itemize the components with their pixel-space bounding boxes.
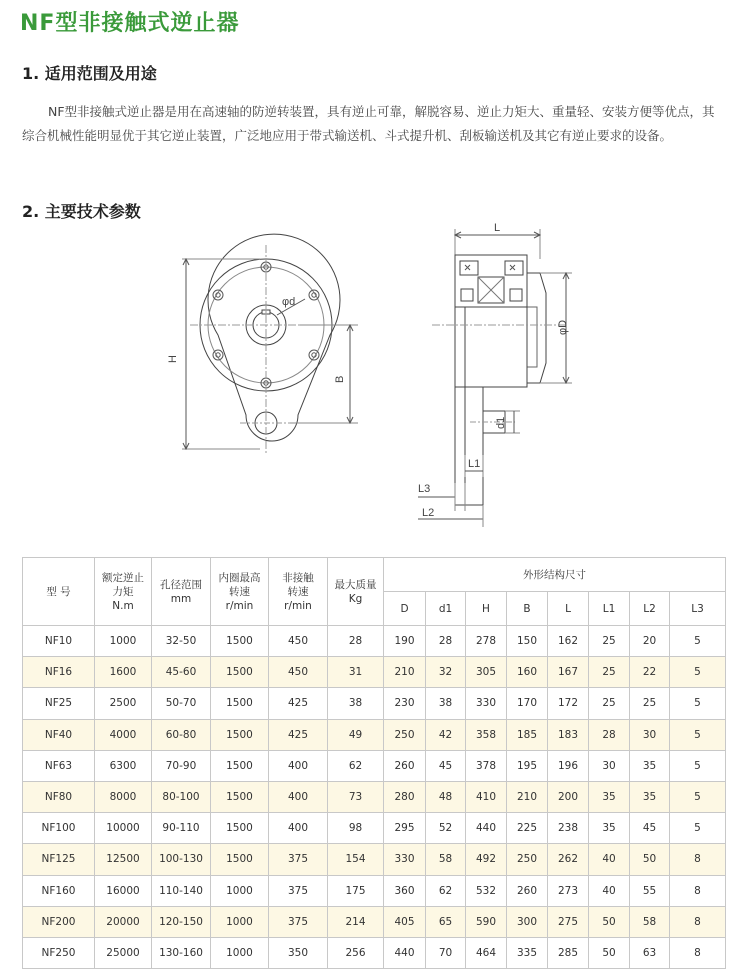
value-cell: 1500 xyxy=(211,813,269,844)
value-cell: 400 xyxy=(269,813,328,844)
value-cell: 195 xyxy=(507,750,548,781)
value-cell: 5 xyxy=(670,657,726,688)
value-cell: 5 xyxy=(670,688,726,719)
value-cell: 200 xyxy=(548,781,589,812)
value-cell: 230 xyxy=(384,688,426,719)
value-cell: 278 xyxy=(466,626,507,657)
value-cell: 2500 xyxy=(95,688,152,719)
value-cell: 65 xyxy=(426,906,466,937)
value-cell: 1500 xyxy=(211,688,269,719)
table-row xyxy=(23,657,726,688)
value-cell: 32-50 xyxy=(152,626,211,657)
value-cell: 50 xyxy=(589,937,630,968)
value-cell: 250 xyxy=(507,844,548,875)
front-view xyxy=(167,234,358,455)
header-bore: 孔径范围 mm xyxy=(152,558,211,626)
value-cell: 73 xyxy=(328,781,384,812)
value-cell: 31 xyxy=(328,657,384,688)
value-cell: 285 xyxy=(548,937,589,968)
header-mass: 最大质量 Kg xyxy=(328,558,384,626)
value-cell: 1000 xyxy=(211,937,269,968)
value-cell: 175 xyxy=(328,875,384,906)
value-cell: 450 xyxy=(269,657,328,688)
value-cell: 50 xyxy=(630,844,670,875)
value-cell: 185 xyxy=(507,719,548,750)
value-cell: 25 xyxy=(589,688,630,719)
value-cell: 280 xyxy=(384,781,426,812)
value-cell: 425 xyxy=(269,719,328,750)
value-cell: 590 xyxy=(466,906,507,937)
value-cell: 1500 xyxy=(211,750,269,781)
value-cell: 52 xyxy=(426,813,466,844)
bore-label: φd xyxy=(282,296,296,308)
value-cell: 35 xyxy=(589,781,630,812)
value-cell: 98 xyxy=(328,813,384,844)
value-cell: 50 xyxy=(589,906,630,937)
header-torque: 额定逆止 力矩 N.m xyxy=(95,558,152,626)
value-cell: 49 xyxy=(328,719,384,750)
header-model: 型 号 xyxy=(23,558,95,626)
value-cell: 22 xyxy=(630,657,670,688)
value-cell: 45 xyxy=(426,750,466,781)
value-cell: 25 xyxy=(589,657,630,688)
value-cell: 250 xyxy=(384,719,426,750)
value-cell: 130-160 xyxy=(152,937,211,968)
value-cell: 330 xyxy=(466,688,507,719)
page-title: NF型非接触式逆止器 xyxy=(20,11,240,36)
value-cell: 1500 xyxy=(211,844,269,875)
center-label: B xyxy=(334,375,346,383)
l1-label: L1 xyxy=(468,458,481,470)
header-dim-col: D xyxy=(384,592,426,626)
value-cell: 375 xyxy=(269,844,328,875)
value-cell: 62 xyxy=(426,875,466,906)
model-cell: NF160 xyxy=(23,875,95,906)
header-dim-col: L2 xyxy=(630,592,670,626)
height-label: H xyxy=(167,355,179,363)
value-cell: 170 xyxy=(507,688,548,719)
value-cell: 62 xyxy=(328,750,384,781)
header-dim-col: L1 xyxy=(589,592,630,626)
value-cell: 4000 xyxy=(95,719,152,750)
value-cell: 45-60 xyxy=(152,657,211,688)
value-cell: 1500 xyxy=(211,657,269,688)
value-cell: 35 xyxy=(589,813,630,844)
table-row xyxy=(23,626,726,657)
value-cell: 32 xyxy=(426,657,466,688)
value-cell: 40 xyxy=(589,844,630,875)
model-cell: NF80 xyxy=(23,781,95,812)
model-cell: NF100 xyxy=(23,813,95,844)
value-cell: 167 xyxy=(548,657,589,688)
length-label: L xyxy=(494,222,501,234)
value-cell: 532 xyxy=(466,875,507,906)
technical-drawing xyxy=(0,215,730,535)
value-cell: 120-150 xyxy=(152,906,211,937)
l2-label: L2 xyxy=(422,507,435,519)
value-cell: 25 xyxy=(589,626,630,657)
value-cell: 238 xyxy=(548,813,589,844)
value-cell: 35 xyxy=(630,781,670,812)
value-cell: 1600 xyxy=(95,657,152,688)
header-dim-col: d1 xyxy=(426,592,466,626)
value-cell: 492 xyxy=(466,844,507,875)
value-cell: 90-110 xyxy=(152,813,211,844)
section-heading-usage: 1. 适用范围及用途 xyxy=(22,64,157,83)
value-cell: 358 xyxy=(466,719,507,750)
value-cell: 25000 xyxy=(95,937,152,968)
header-max-speed: 内圈最高 转速 r/min xyxy=(211,558,269,626)
value-cell: 110-140 xyxy=(152,875,211,906)
usage-paragraph: NF型非接触式逆止器是用在高速轴的防逆转装置，具有逆止可靠，解脱容易、逆止力矩大、重量轻、安装方便等优点，其综合机械性能明显优于其它逆止装置，广泛地应用于带式输送机、斗式提升机、刮板输送机及其它有逆止要求的设备。 xyxy=(22,104,715,143)
value-cell: 190 xyxy=(384,626,426,657)
value-cell: 25 xyxy=(630,688,670,719)
value-cell: 48 xyxy=(426,781,466,812)
value-cell: 6300 xyxy=(95,750,152,781)
value-cell: 1500 xyxy=(211,626,269,657)
value-cell: 160 xyxy=(507,657,548,688)
value-cell: 183 xyxy=(548,719,589,750)
value-cell: 5 xyxy=(670,781,726,812)
value-cell: 16000 xyxy=(95,875,152,906)
section-heading-specs: 2. 主要技术参数 xyxy=(22,202,141,221)
value-cell: 330 xyxy=(384,844,426,875)
header-dim-col: H xyxy=(466,592,507,626)
value-cell: 100-130 xyxy=(152,844,211,875)
value-cell: 38 xyxy=(328,688,384,719)
model-cell: NF10 xyxy=(23,626,95,657)
value-cell: 20000 xyxy=(95,906,152,937)
table-row xyxy=(23,781,726,812)
value-cell: 375 xyxy=(269,875,328,906)
value-cell: 35 xyxy=(630,750,670,781)
value-cell: 1000 xyxy=(95,626,152,657)
table-row xyxy=(23,906,726,937)
value-cell: 162 xyxy=(548,626,589,657)
model-cell: NF125 xyxy=(23,844,95,875)
side-view xyxy=(418,222,572,527)
table-row xyxy=(23,750,726,781)
model-cell: NF250 xyxy=(23,937,95,968)
value-cell: 214 xyxy=(328,906,384,937)
value-cell: 80-100 xyxy=(152,781,211,812)
value-cell: 375 xyxy=(269,906,328,937)
value-cell: 38 xyxy=(426,688,466,719)
model-cell: NF16 xyxy=(23,657,95,688)
value-cell: 70-90 xyxy=(152,750,211,781)
value-cell: 410 xyxy=(466,781,507,812)
header-dim-col: B xyxy=(507,592,548,626)
value-cell: 172 xyxy=(548,688,589,719)
spec-table xyxy=(22,557,726,969)
value-cell: 8000 xyxy=(95,781,152,812)
value-cell: 8 xyxy=(670,937,726,968)
value-cell: 1500 xyxy=(211,719,269,750)
table-row xyxy=(23,688,726,719)
value-cell: 5 xyxy=(670,719,726,750)
header-dim-col: L xyxy=(548,592,589,626)
value-cell: 256 xyxy=(328,937,384,968)
value-cell: 295 xyxy=(384,813,426,844)
value-cell: 400 xyxy=(269,750,328,781)
value-cell: 8 xyxy=(670,844,726,875)
value-cell: 275 xyxy=(548,906,589,937)
value-cell: 40 xyxy=(589,875,630,906)
value-cell: 55 xyxy=(630,875,670,906)
value-cell: 450 xyxy=(269,626,328,657)
value-cell: 28 xyxy=(328,626,384,657)
value-cell: 8 xyxy=(670,875,726,906)
value-cell: 5 xyxy=(670,813,726,844)
value-cell: 1000 xyxy=(211,906,269,937)
value-cell: 58 xyxy=(630,906,670,937)
value-cell: 300 xyxy=(507,906,548,937)
header-dims: 外形结构尺寸 xyxy=(384,558,726,592)
value-cell: 45 xyxy=(630,813,670,844)
value-cell: 273 xyxy=(548,875,589,906)
outer-dia-label: φD xyxy=(557,319,569,335)
value-cell: 50-70 xyxy=(152,688,211,719)
value-cell: 225 xyxy=(507,813,548,844)
table-row xyxy=(23,844,726,875)
spec-table-body xyxy=(23,626,726,969)
value-cell: 30 xyxy=(630,719,670,750)
value-cell: 1500 xyxy=(211,781,269,812)
value-cell: 464 xyxy=(466,937,507,968)
value-cell: 20 xyxy=(630,626,670,657)
value-cell: 305 xyxy=(466,657,507,688)
key-dia-label: d1 xyxy=(495,416,507,429)
value-cell: 425 xyxy=(269,688,328,719)
value-cell: 210 xyxy=(507,781,548,812)
value-cell: 28 xyxy=(589,719,630,750)
value-cell: 10000 xyxy=(95,813,152,844)
table-row xyxy=(23,875,726,906)
value-cell: 1000 xyxy=(211,875,269,906)
value-cell: 28 xyxy=(426,626,466,657)
table-row xyxy=(23,719,726,750)
value-cell: 360 xyxy=(384,875,426,906)
value-cell: 5 xyxy=(670,626,726,657)
model-cell: NF25 xyxy=(23,688,95,719)
value-cell: 150 xyxy=(507,626,548,657)
value-cell: 8 xyxy=(670,906,726,937)
value-cell: 262 xyxy=(548,844,589,875)
l3-label: L3 xyxy=(418,483,431,495)
model-cell: NF63 xyxy=(23,750,95,781)
value-cell: 335 xyxy=(507,937,548,968)
table-row xyxy=(23,937,726,968)
model-cell: NF40 xyxy=(23,719,95,750)
value-cell: 350 xyxy=(269,937,328,968)
value-cell: 260 xyxy=(384,750,426,781)
value-cell: 440 xyxy=(384,937,426,968)
value-cell: 405 xyxy=(384,906,426,937)
value-cell: 5 xyxy=(670,750,726,781)
table-row xyxy=(23,813,726,844)
value-cell: 260 xyxy=(507,875,548,906)
value-cell: 210 xyxy=(384,657,426,688)
value-cell: 440 xyxy=(466,813,507,844)
value-cell: 63 xyxy=(630,937,670,968)
value-cell: 154 xyxy=(328,844,384,875)
value-cell: 12500 xyxy=(95,844,152,875)
value-cell: 400 xyxy=(269,781,328,812)
header-dim-col: L3 xyxy=(670,592,726,626)
value-cell: 58 xyxy=(426,844,466,875)
model-cell: NF200 xyxy=(23,906,95,937)
value-cell: 42 xyxy=(426,719,466,750)
value-cell: 196 xyxy=(548,750,589,781)
value-cell: 60-80 xyxy=(152,719,211,750)
header-contact-speed: 非接触 转速 r/min xyxy=(269,558,328,626)
value-cell: 30 xyxy=(589,750,630,781)
value-cell: 378 xyxy=(466,750,507,781)
value-cell: 70 xyxy=(426,937,466,968)
